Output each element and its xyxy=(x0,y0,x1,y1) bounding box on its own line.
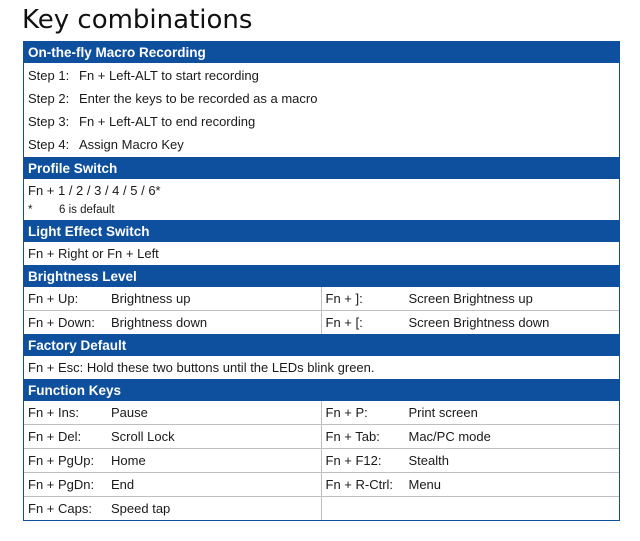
factory-text: Fn + Esc: Hold these two buttons until the LEDs blink green. xyxy=(28,360,375,375)
key-combo: Fn + Down: xyxy=(28,315,95,330)
key-action: Screen Brightness down xyxy=(408,315,550,330)
section-body-profile xyxy=(24,179,619,221)
key-action: Pause xyxy=(111,405,148,420)
key-action: Home xyxy=(111,453,146,468)
section-header-function: Function Keys xyxy=(24,380,619,401)
section-header-light: Light Effect Switch xyxy=(24,221,619,242)
key-action: Speed tap xyxy=(111,501,171,516)
key-action: Screen Brightness up xyxy=(408,291,533,306)
profile-note xyxy=(24,202,619,220)
step-text: Enter the keys to be recorded as a macro xyxy=(79,91,318,106)
key-combo: Fn + ]: xyxy=(325,291,363,306)
step-label: Step 4: xyxy=(28,137,70,152)
key-combo: Fn + Tab: xyxy=(325,429,380,444)
key-action: Mac/PC mode xyxy=(408,429,491,444)
table-row xyxy=(24,425,619,449)
note-mark: * xyxy=(28,204,33,216)
page-title: Key combinations xyxy=(22,5,253,35)
table-row xyxy=(24,401,619,425)
section-header-profile: Profile Switch xyxy=(24,158,619,179)
key-action: Brightness down xyxy=(111,315,208,330)
key-combo: Fn + Up: xyxy=(28,291,79,306)
key-combo: Fn + Ins: xyxy=(28,405,79,420)
step-row xyxy=(24,64,619,87)
key-action: Scroll Lock xyxy=(111,429,175,444)
table-row xyxy=(24,311,619,334)
table-row xyxy=(24,449,619,473)
light-combo: Fn + Right or Fn + Left xyxy=(28,246,159,261)
section-header-factory: Factory Default xyxy=(24,335,619,356)
key-combo: Fn + Caps: xyxy=(28,501,92,516)
section-header-macro: On-the-fly Macro Recording xyxy=(24,42,619,63)
step-label: Step 1: xyxy=(28,68,70,83)
step-row xyxy=(24,133,619,156)
table-row xyxy=(24,473,619,497)
key-action: End xyxy=(111,477,135,492)
section-body-function xyxy=(24,401,619,520)
key-action: Menu xyxy=(408,477,442,492)
step-label: Step 3: xyxy=(28,114,70,129)
section-body-light xyxy=(24,242,619,266)
key-action: Print screen xyxy=(408,405,478,420)
key-combinations-table xyxy=(23,41,620,521)
table-row xyxy=(24,287,619,311)
key-combo: Fn + [: xyxy=(325,315,363,330)
section-body-factory xyxy=(24,356,619,380)
step-text: Assign Macro Key xyxy=(79,137,184,152)
key-combo: Fn + PgUp: xyxy=(28,453,95,468)
step-text: Fn + Left-ALT to end recording xyxy=(79,114,256,129)
step-row xyxy=(24,87,619,110)
step-label: Step 2: xyxy=(28,91,70,106)
key-combo: Fn + F12: xyxy=(325,453,382,468)
key-combo: Fn + PgDn: xyxy=(28,477,95,492)
section-body-macro xyxy=(24,63,619,158)
profile-combo: Fn + 1 / 2 / 3 / 4 / 5 / 6* xyxy=(28,183,161,198)
section-body-brightness xyxy=(24,287,619,335)
key-combo: Fn + P: xyxy=(325,405,368,420)
note-text: 6 is default xyxy=(59,204,115,216)
key-action: Brightness up xyxy=(111,291,191,306)
key-combo: Fn + R-Ctrl: xyxy=(325,477,394,492)
section-header-brightness: Brightness Level xyxy=(24,266,619,287)
step-row xyxy=(24,110,619,133)
key-combo: Fn + Del: xyxy=(28,429,82,444)
step-text: Fn + Left-ALT to start recording xyxy=(79,68,259,83)
table-row xyxy=(24,497,619,520)
key-action: Stealth xyxy=(408,453,449,468)
